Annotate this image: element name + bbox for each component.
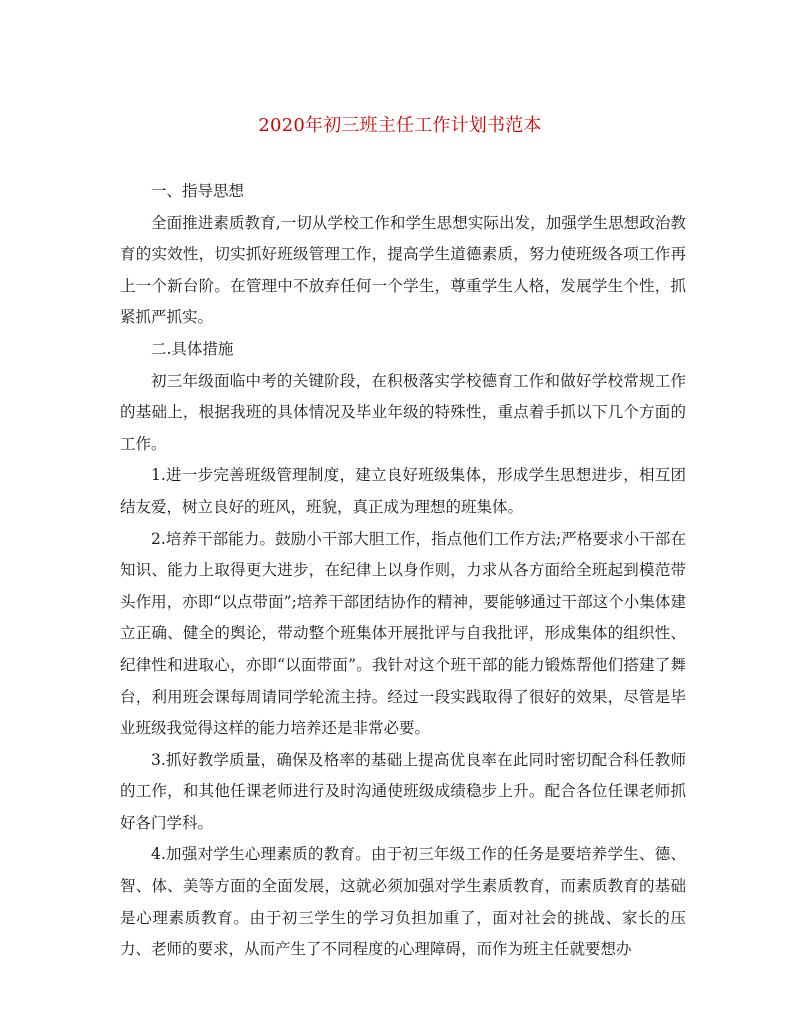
paragraph-measure-2: 2.培养干部能力。鼓励小干部大胆工作，指点他们工作方法;严格要求小干部在知识、能力上取得更大进步，在纪律上以身作则，力求从各方面给全班起到模范带头作用，亦即“以点带面”;培养干部团结协作的精神，要能够通过干部这个小集体建立正确、健全的舆论，带动整个班集体开展批评与自我批评，形成集体的组织性、纪律性和进取心，亦即“以面带面”。我针对这个班干部的能力锻炼帮他们搭建了舞台，利用班会课每周请同学轮流主持。经过一段实践取得了很好的效果，尽管是毕业班级我觉得这样的能力培养还是非常必要。 xyxy=(120,529,686,738)
paragraph-guiding-ideology: 全面推进素质教育,一切从学校工作和学生思想实际出发，加强学生思想政治教育的实效性，切实抓好班级管理工作，提高学生道德素质，努力使班级各项工作再上一个新台阶。在管理中不放弃任何一个学生，尊重学生人格，发展学生个性，抓紧抓严抓实。 xyxy=(120,213,686,327)
document-title: 2020年初三班主任工作计划书范本 xyxy=(258,115,542,136)
paragraph-measure-3: 3.抓好教学质量，确保及格率的基础上提高优良率在此同时密切配合科任教师的工作，和其他任课老师进行及时沟通使班级成绩稳步上升。配合各位任课老师抓好各门学科。 xyxy=(120,750,686,832)
paragraph-measure-4: 4.加强对学生心理素质的教育。由于初三年级工作的任务是要培养学生、德、智、体、美等方面的全面发展，这就必须加强对学生素质教育，而素质教育的基础是心理素质教育。由于初三学生的学习负担加重了，面对社会的挑战、家长的压力、老师的要求，从而产生了不同程度的心理障碍，而作为班主任就要想办 xyxy=(120,845,686,959)
heading-guiding-ideology: 一、指导思想 xyxy=(151,182,245,200)
heading-specific-measures: 二.具体措施 xyxy=(151,339,234,358)
document-body xyxy=(120,176,686,966)
paragraph-measure-1: 1.进一步完善班级管理制度，建立良好班级集体，形成学生思想进步，相互团结友爱，树立良好的班风，班貌，真正成为理想的班集体。 xyxy=(120,466,686,516)
paragraph-measures-intro: 初三年级面临中考的关键阶段，在积极落实学校德育工作和做好学校常规工作的基础上，根据我班的具体情况及毕业年级的特殊性，重点着手抓以下几个方面的工作。 xyxy=(120,371,686,453)
